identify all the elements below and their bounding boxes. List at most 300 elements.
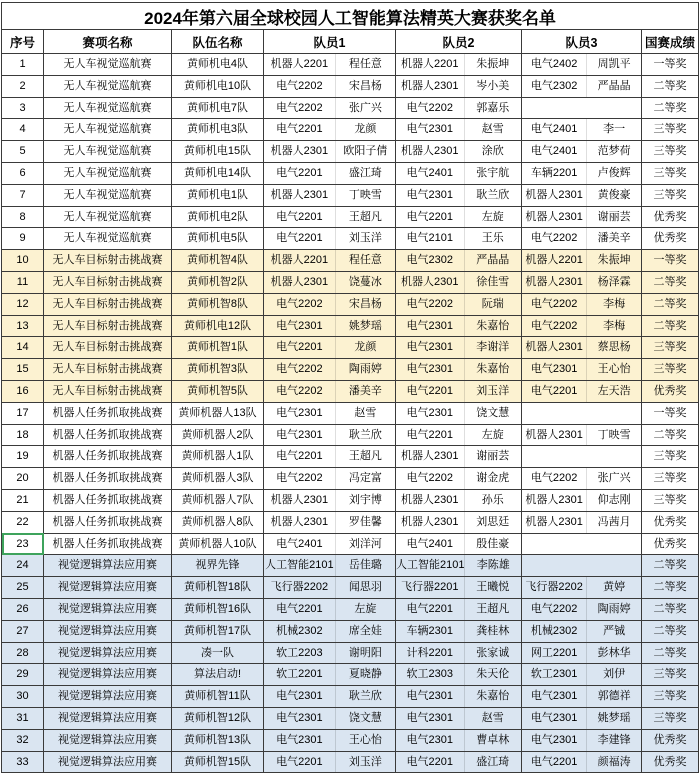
event-cell[interactable]: 机器人任务抓取挑战赛 bbox=[44, 489, 172, 511]
team-cell[interactable]: 黄师机智13队 bbox=[172, 729, 264, 751]
event-cell[interactable]: 视觉逻辑算法应用赛 bbox=[44, 686, 172, 708]
index-cell[interactable]: 30 bbox=[2, 686, 44, 708]
award-cell[interactable]: 优秀奖 bbox=[642, 511, 699, 533]
member-class: 机器人2301 bbox=[401, 79, 459, 92]
event-cell[interactable]: 视觉逻辑算法应用赛 bbox=[44, 577, 172, 599]
team-cell[interactable]: 黄师机电5队 bbox=[172, 228, 264, 250]
member-class: 电气2401 bbox=[406, 537, 453, 550]
member3-cell[interactable] bbox=[522, 293, 642, 315]
index-cell[interactable]: 9 bbox=[2, 228, 44, 250]
member2-cell-wrap bbox=[396, 185, 521, 206]
team-cell[interactable]: 黄师机智3队 bbox=[172, 359, 264, 381]
award-cell[interactable]: 二等奖 bbox=[642, 271, 699, 293]
team-cell[interactable]: 黄师机器人10队 bbox=[172, 533, 264, 555]
index-cell[interactable]: 8 bbox=[2, 206, 44, 228]
member3-cell[interactable] bbox=[522, 533, 642, 555]
team-cell[interactable]: 黄师机电1队 bbox=[172, 184, 264, 206]
member2-cell[interactable] bbox=[396, 206, 522, 228]
award-cell[interactable]: 二等奖 bbox=[642, 598, 699, 620]
index-cell[interactable]: 26 bbox=[2, 598, 44, 620]
member3-cell[interactable] bbox=[522, 75, 642, 97]
member2-cell[interactable] bbox=[396, 250, 522, 272]
team-cell[interactable]: 黄师机器人1队 bbox=[172, 446, 264, 468]
index-cell[interactable]: 12 bbox=[2, 293, 44, 315]
member-class: 电气2302 bbox=[530, 79, 578, 92]
member1-cell[interactable] bbox=[264, 250, 396, 272]
index-cell[interactable]: 29 bbox=[2, 664, 44, 686]
event-cell[interactable]: 无人车视觉巡航赛 bbox=[44, 228, 172, 250]
member2-cell[interactable] bbox=[396, 533, 522, 555]
member2-cell-wrap bbox=[396, 228, 521, 249]
team-cell[interactable]: 黄师机智18队 bbox=[172, 577, 264, 599]
team-cell[interactable]: 黄师机智4队 bbox=[172, 250, 264, 272]
award-cell[interactable]: 三等奖 bbox=[642, 686, 699, 708]
member2-cell[interactable] bbox=[396, 424, 522, 446]
member3-cell[interactable] bbox=[522, 271, 642, 293]
award-cell[interactable]: 三等奖 bbox=[642, 707, 699, 729]
event-cell[interactable]: 机器人任务抓取挑战赛 bbox=[44, 533, 172, 555]
event-cell[interactable]: 无人车视觉巡航赛 bbox=[44, 119, 172, 141]
member2-cell[interactable] bbox=[396, 337, 522, 359]
awards-table bbox=[1, 2, 699, 773]
event-cell[interactable]: 无人车目标射击挑战赛 bbox=[44, 250, 172, 272]
member-name: 饶文慧 bbox=[464, 403, 522, 424]
team-cell[interactable]: 黄师机电14队 bbox=[172, 162, 264, 184]
member-class: 电气2202 bbox=[276, 79, 323, 92]
index-cell[interactable]: 6 bbox=[2, 162, 44, 184]
award-cell[interactable]: 一等奖 bbox=[642, 250, 699, 272]
member-class: 电气2301 bbox=[406, 188, 453, 201]
team-cell[interactable]: 黄师机智17队 bbox=[172, 620, 264, 642]
index-cell[interactable]: 11 bbox=[2, 271, 44, 293]
index-cell[interactable]: 21 bbox=[2, 489, 44, 511]
index-cell[interactable]: 33 bbox=[2, 751, 44, 773]
team-cell[interactable]: 黄师机器人7队 bbox=[172, 489, 264, 511]
member3-cell[interactable] bbox=[522, 184, 642, 206]
event-cell[interactable]: 视觉逻辑算法应用赛 bbox=[44, 642, 172, 664]
award-cell[interactable]: 三等奖 bbox=[642, 664, 699, 686]
team-cell[interactable]: 黄师机智5队 bbox=[172, 380, 264, 402]
member2-cell[interactable] bbox=[396, 293, 522, 315]
team-cell[interactable]: 黄师机电3队 bbox=[172, 119, 264, 141]
member-name: 周凯平 bbox=[586, 54, 641, 75]
team-cell[interactable]: 黄师机智8队 bbox=[172, 293, 264, 315]
team-cell[interactable]: 黄师机电15队 bbox=[172, 141, 264, 163]
member2-cell[interactable] bbox=[396, 446, 522, 468]
member-class: 电气2401 bbox=[530, 123, 578, 136]
member3-cell[interactable] bbox=[522, 119, 642, 141]
member1-cell[interactable] bbox=[264, 707, 396, 729]
award-cell[interactable]: 一等奖 bbox=[642, 402, 699, 424]
team-cell[interactable]: 黄师机智16队 bbox=[172, 598, 264, 620]
member-name: 盛江琦 bbox=[335, 163, 395, 184]
member-class: 机器人2301 bbox=[401, 493, 459, 506]
index-cell[interactable]: 18 bbox=[2, 424, 44, 446]
member3-cell[interactable] bbox=[522, 664, 642, 686]
member1-cell[interactable] bbox=[264, 75, 396, 97]
member1-cell[interactable] bbox=[264, 468, 396, 490]
member1-cell[interactable] bbox=[264, 489, 396, 511]
award-cell[interactable]: 三等奖 bbox=[642, 162, 699, 184]
member-name: 殷佳豪 bbox=[464, 534, 522, 555]
column-header-no[interactable]: 序号 bbox=[2, 30, 44, 54]
member2-cell[interactable] bbox=[396, 620, 522, 642]
member-name: 刘思廷 bbox=[464, 512, 522, 533]
member-name: 严晶晶 bbox=[464, 250, 522, 271]
member2-cell[interactable] bbox=[396, 184, 522, 206]
member-name: 潘美辛 bbox=[335, 381, 395, 402]
member1-cell[interactable] bbox=[264, 359, 396, 381]
member2-cell-wrap bbox=[396, 163, 521, 184]
team-cell[interactable]: 黄师机智11队 bbox=[172, 686, 264, 708]
team-cell[interactable]: 黄师机智1队 bbox=[172, 337, 264, 359]
table-row bbox=[2, 664, 699, 686]
index-cell[interactable]: 13 bbox=[2, 315, 44, 337]
award-cell[interactable]: 二等奖 bbox=[642, 620, 699, 642]
event-cell[interactable]: 无人车视觉巡航赛 bbox=[44, 75, 172, 97]
member2-cell[interactable] bbox=[396, 75, 522, 97]
member2-cell[interactable] bbox=[396, 380, 522, 402]
award-cell[interactable]: 优秀奖 bbox=[642, 228, 699, 250]
member-class: 电气2201 bbox=[530, 384, 578, 397]
member2-cell[interactable] bbox=[396, 162, 522, 184]
member2-cell-wrap bbox=[396, 446, 521, 467]
member1-cell[interactable] bbox=[264, 511, 396, 533]
team-cell[interactable]: 黄师机电2队 bbox=[172, 206, 264, 228]
member1-cell[interactable] bbox=[264, 184, 396, 206]
event-cell[interactable]: 无人车视觉巡航赛 bbox=[44, 97, 172, 119]
member2-cell[interactable] bbox=[396, 598, 522, 620]
member2-cell[interactable] bbox=[396, 686, 522, 708]
member3-cell-wrap bbox=[522, 76, 641, 97]
member2-cell[interactable] bbox=[396, 97, 522, 119]
member3-cell[interactable] bbox=[522, 620, 642, 642]
index-cell[interactable]: 5 bbox=[2, 141, 44, 163]
member2-cell-wrap bbox=[396, 119, 521, 140]
index-cell[interactable]: 31 bbox=[2, 707, 44, 729]
event-cell[interactable]: 无人车视觉巡航赛 bbox=[44, 162, 172, 184]
event-cell[interactable]: 视觉逻辑算法应用赛 bbox=[44, 751, 172, 773]
award-cell[interactable]: 二等奖 bbox=[642, 97, 699, 119]
event-cell[interactable]: 无人车目标射击挑战赛 bbox=[44, 315, 172, 337]
member3-cell[interactable] bbox=[522, 337, 642, 359]
member2-cell[interactable] bbox=[396, 402, 522, 424]
award-cell[interactable]: 二等奖 bbox=[642, 293, 699, 315]
member3-cell-wrap bbox=[522, 730, 641, 751]
member2-cell[interactable] bbox=[396, 707, 522, 729]
index-cell[interactable]: 4 bbox=[2, 119, 44, 141]
team-cell[interactable]: 算法启动! bbox=[172, 664, 264, 686]
column-header-member1[interactable]: 队员1 bbox=[264, 30, 396, 54]
member3-cell[interactable] bbox=[522, 642, 642, 664]
member1-cell-wrap bbox=[264, 316, 395, 337]
award-cell[interactable]: 三等奖 bbox=[642, 468, 699, 490]
member3-cell[interactable] bbox=[522, 97, 642, 119]
member-class: 人工智能2101 bbox=[265, 559, 334, 572]
member-name: 姚梦瑶 bbox=[586, 708, 641, 729]
member3-cell[interactable] bbox=[522, 751, 642, 773]
member1-cell[interactable] bbox=[264, 598, 396, 620]
team-cell[interactable]: 黄师机电7队 bbox=[172, 97, 264, 119]
member1-cell[interactable] bbox=[264, 664, 396, 686]
event-cell[interactable]: 视觉逻辑算法应用赛 bbox=[44, 620, 172, 642]
team-cell[interactable]: 黄师机电12队 bbox=[172, 315, 264, 337]
index-cell[interactable]: 22 bbox=[2, 511, 44, 533]
member3-cell-wrap bbox=[522, 141, 641, 162]
member1-cell[interactable] bbox=[264, 228, 396, 250]
member3-cell[interactable] bbox=[522, 729, 642, 751]
index-cell[interactable]: 32 bbox=[2, 729, 44, 751]
event-cell[interactable]: 无人车目标射击挑战赛 bbox=[44, 359, 172, 381]
index-cell[interactable]: 23 bbox=[2, 533, 44, 555]
member2-cell[interactable] bbox=[396, 468, 522, 490]
table-row bbox=[2, 250, 699, 272]
member1-cell[interactable] bbox=[264, 577, 396, 599]
member1-cell-wrap bbox=[264, 163, 395, 184]
award-cell[interactable]: 二等奖 bbox=[642, 75, 699, 97]
team-cell[interactable]: 黄师机器人8队 bbox=[172, 511, 264, 533]
index-cell[interactable]: 20 bbox=[2, 468, 44, 490]
member2-cell-wrap bbox=[396, 577, 521, 598]
member-class: 电气2202 bbox=[276, 101, 323, 114]
award-cell[interactable]: 三等奖 bbox=[642, 119, 699, 141]
team-cell[interactable]: 黄师机智2队 bbox=[172, 271, 264, 293]
event-cell[interactable]: 无人车目标射击挑战赛 bbox=[44, 293, 172, 315]
event-cell[interactable]: 无人车目标射击挑战赛 bbox=[44, 271, 172, 293]
award-cell[interactable]: 三等奖 bbox=[642, 141, 699, 163]
member2-cell[interactable] bbox=[396, 271, 522, 293]
event-cell[interactable]: 机器人任务抓取挑战赛 bbox=[44, 511, 172, 533]
award-cell[interactable]: 二等奖 bbox=[642, 555, 699, 577]
member3-cell[interactable] bbox=[522, 228, 642, 250]
event-cell[interactable]: 机器人任务抓取挑战赛 bbox=[44, 468, 172, 490]
event-cell[interactable]: 无人车目标射击挑战赛 bbox=[44, 337, 172, 359]
member-name: 夏晓静 bbox=[335, 664, 395, 685]
event-cell[interactable]: 无人车视觉巡航赛 bbox=[44, 206, 172, 228]
column-header-result[interactable]: 国赛成绩 bbox=[642, 30, 699, 54]
member1-cell[interactable] bbox=[264, 642, 396, 664]
team-cell[interactable]: 黄师机器人2队 bbox=[172, 424, 264, 446]
event-cell[interactable]: 机器人任务抓取挑战赛 bbox=[44, 446, 172, 468]
column-header-member3[interactable]: 队员3 bbox=[522, 30, 642, 54]
member-class: 机器人2301 bbox=[525, 493, 583, 506]
member-class: 电气2201 bbox=[406, 384, 453, 397]
award-cell[interactable]: 三等奖 bbox=[642, 337, 699, 359]
event-cell[interactable]: 无人车视觉巡航赛 bbox=[44, 141, 172, 163]
team-cell[interactable]: 黄师机电10队 bbox=[172, 75, 264, 97]
member1-cell[interactable] bbox=[264, 380, 396, 402]
member2-cell[interactable] bbox=[396, 751, 522, 773]
team-cell[interactable]: 黄师机器人3队 bbox=[172, 468, 264, 490]
member-name: 孙乐 bbox=[464, 490, 522, 511]
event-cell[interactable]: 视觉逻辑算法应用赛 bbox=[44, 707, 172, 729]
member3-cell[interactable] bbox=[522, 54, 642, 76]
member1-cell[interactable] bbox=[264, 620, 396, 642]
member3-cell[interactable] bbox=[522, 380, 642, 402]
member-class: 飞行器2202 bbox=[270, 581, 329, 594]
member3-cell[interactable] bbox=[522, 555, 642, 577]
column-header-member2[interactable]: 队员2 bbox=[396, 30, 522, 54]
member-class: 软工2203 bbox=[276, 646, 323, 659]
award-cell[interactable]: 优秀奖 bbox=[642, 751, 699, 773]
team-cell[interactable]: 凑一队 bbox=[172, 642, 264, 664]
member3-cell[interactable] bbox=[522, 424, 642, 446]
member3-cell[interactable] bbox=[522, 489, 642, 511]
index-cell[interactable]: 24 bbox=[2, 555, 44, 577]
member2-cell[interactable] bbox=[396, 555, 522, 577]
event-cell[interactable]: 无人车视觉巡航赛 bbox=[44, 54, 172, 76]
member2-cell[interactable] bbox=[396, 511, 522, 533]
member3-cell[interactable] bbox=[522, 315, 642, 337]
award-cell[interactable]: 优秀奖 bbox=[642, 380, 699, 402]
index-cell[interactable]: 3 bbox=[2, 97, 44, 119]
member1-cell[interactable] bbox=[264, 446, 396, 468]
member3-cell[interactable] bbox=[522, 511, 642, 533]
member2-cell[interactable] bbox=[396, 141, 522, 163]
member-class: 电气2401 bbox=[276, 537, 323, 550]
member3-cell[interactable] bbox=[522, 250, 642, 272]
index-cell[interactable]: 10 bbox=[2, 250, 44, 272]
index-cell[interactable]: 7 bbox=[2, 184, 44, 206]
member2-cell[interactable] bbox=[396, 489, 522, 511]
member-class: 电气2301 bbox=[530, 733, 578, 746]
member2-cell[interactable] bbox=[396, 577, 522, 599]
member1-cell[interactable] bbox=[264, 751, 396, 773]
member-name: 龙颜 bbox=[335, 337, 395, 358]
award-cell[interactable]: 二等奖 bbox=[642, 642, 699, 664]
member2-cell[interactable] bbox=[396, 729, 522, 751]
member1-cell[interactable] bbox=[264, 119, 396, 141]
award-cell[interactable]: 二等奖 bbox=[642, 577, 699, 599]
member3-cell[interactable] bbox=[522, 446, 642, 468]
member3-cell[interactable] bbox=[522, 359, 642, 381]
member1-cell[interactable] bbox=[264, 315, 396, 337]
member1-cell[interactable] bbox=[264, 271, 396, 293]
member2-cell[interactable] bbox=[396, 119, 522, 141]
member1-cell-wrap bbox=[264, 403, 395, 424]
member1-cell[interactable] bbox=[264, 402, 396, 424]
member1-cell[interactable] bbox=[264, 337, 396, 359]
index-cell[interactable]: 15 bbox=[2, 359, 44, 381]
index-cell[interactable]: 14 bbox=[2, 337, 44, 359]
index-cell[interactable]: 17 bbox=[2, 402, 44, 424]
event-cell[interactable]: 视觉逻辑算法应用赛 bbox=[44, 729, 172, 751]
award-cell[interactable]: 优秀奖 bbox=[642, 729, 699, 751]
event-cell[interactable]: 无人车视觉巡航赛 bbox=[44, 184, 172, 206]
column-header-team[interactable]: 队伍名称 bbox=[172, 30, 264, 54]
member1-cell[interactable] bbox=[264, 206, 396, 228]
index-cell[interactable]: 19 bbox=[2, 446, 44, 468]
member2-cell-wrap bbox=[396, 316, 521, 337]
index-cell[interactable]: 2 bbox=[2, 75, 44, 97]
member1-cell[interactable] bbox=[264, 555, 396, 577]
member2-cell-wrap bbox=[396, 555, 521, 576]
member1-cell-wrap bbox=[264, 730, 395, 751]
index-cell[interactable]: 25 bbox=[2, 577, 44, 599]
member1-cell[interactable] bbox=[264, 97, 396, 119]
member1-cell[interactable] bbox=[264, 54, 396, 76]
member3-cell[interactable] bbox=[522, 402, 642, 424]
award-cell[interactable]: 三等奖 bbox=[642, 359, 699, 381]
member1-cell[interactable] bbox=[264, 424, 396, 446]
event-cell[interactable]: 视觉逻辑算法应用赛 bbox=[44, 555, 172, 577]
page-title[interactable]: 2024年第六届全球校园人工智能算法精英大赛获奖名单 bbox=[2, 3, 699, 30]
event-cell[interactable]: 机器人任务抓取挑战赛 bbox=[44, 402, 172, 424]
member-name: 左旋 bbox=[335, 599, 395, 620]
award-cell[interactable]: 三等奖 bbox=[642, 489, 699, 511]
member1-cell[interactable] bbox=[264, 533, 396, 555]
member1-cell[interactable] bbox=[264, 686, 396, 708]
award-cell[interactable]: 二等奖 bbox=[642, 424, 699, 446]
member2-cell[interactable] bbox=[396, 359, 522, 381]
member-class: 机器人2301 bbox=[270, 145, 329, 158]
member1-cell-wrap bbox=[264, 250, 395, 271]
index-cell[interactable]: 27 bbox=[2, 620, 44, 642]
member1-cell[interactable] bbox=[264, 141, 396, 163]
column-header-event[interactable]: 赛项名称 bbox=[44, 30, 172, 54]
event-cell[interactable]: 无人车目标射击挑战赛 bbox=[44, 380, 172, 402]
member2-cell-wrap bbox=[396, 359, 521, 380]
member2-cell[interactable] bbox=[396, 54, 522, 76]
index-cell[interactable]: 1 bbox=[2, 54, 44, 76]
table-row bbox=[2, 75, 699, 97]
member1-cell[interactable] bbox=[264, 293, 396, 315]
award-cell[interactable]: 一等奖 bbox=[642, 54, 699, 76]
member3-cell[interactable] bbox=[522, 577, 642, 599]
team-cell[interactable]: 黄师机智12队 bbox=[172, 707, 264, 729]
award-cell[interactable]: 优秀奖 bbox=[642, 533, 699, 555]
team-cell[interactable]: 黄师机器人13队 bbox=[172, 402, 264, 424]
member-class: 电气2301 bbox=[276, 711, 323, 724]
member1-cell-wrap bbox=[264, 207, 395, 228]
member1-cell-wrap bbox=[264, 664, 395, 685]
member1-cell-wrap bbox=[264, 141, 395, 162]
member1-cell[interactable] bbox=[264, 729, 396, 751]
index-cell[interactable]: 28 bbox=[2, 642, 44, 664]
member1-cell[interactable] bbox=[264, 162, 396, 184]
table-row bbox=[2, 184, 699, 206]
team-cell[interactable]: 黄师机电4队 bbox=[172, 54, 264, 76]
member2-cell[interactable] bbox=[396, 315, 522, 337]
member3-cell[interactable] bbox=[522, 206, 642, 228]
table-row bbox=[2, 54, 699, 76]
award-cell[interactable]: 三等奖 bbox=[642, 446, 699, 468]
member-name: 耿兰欣 bbox=[335, 425, 395, 446]
member3-cell[interactable] bbox=[522, 686, 642, 708]
event-cell[interactable]: 视觉逻辑算法应用赛 bbox=[44, 664, 172, 686]
member3-cell[interactable] bbox=[522, 141, 642, 163]
member1-cell-wrap bbox=[264, 98, 395, 119]
award-cell[interactable]: 优秀奖 bbox=[642, 206, 699, 228]
award-cell[interactable]: 三等奖 bbox=[642, 184, 699, 206]
table-row bbox=[2, 402, 699, 424]
member2-cell[interactable] bbox=[396, 228, 522, 250]
member3-cell[interactable] bbox=[522, 707, 642, 729]
member3-cell[interactable] bbox=[522, 468, 642, 490]
member3-cell[interactable] bbox=[522, 598, 642, 620]
member2-cell[interactable] bbox=[396, 642, 522, 664]
member2-cell[interactable] bbox=[396, 664, 522, 686]
member1-cell-wrap bbox=[264, 555, 395, 576]
event-cell[interactable]: 视觉逻辑算法应用赛 bbox=[44, 598, 172, 620]
member3-cell-wrap bbox=[522, 337, 641, 358]
member3-cell[interactable] bbox=[522, 162, 642, 184]
team-cell[interactable]: 黄师机智15队 bbox=[172, 751, 264, 773]
event-cell[interactable]: 机器人任务抓取挑战赛 bbox=[44, 424, 172, 446]
index-cell[interactable]: 16 bbox=[2, 380, 44, 402]
award-cell[interactable]: 二等奖 bbox=[642, 315, 699, 337]
team-cell[interactable]: 视界先锋 bbox=[172, 555, 264, 577]
